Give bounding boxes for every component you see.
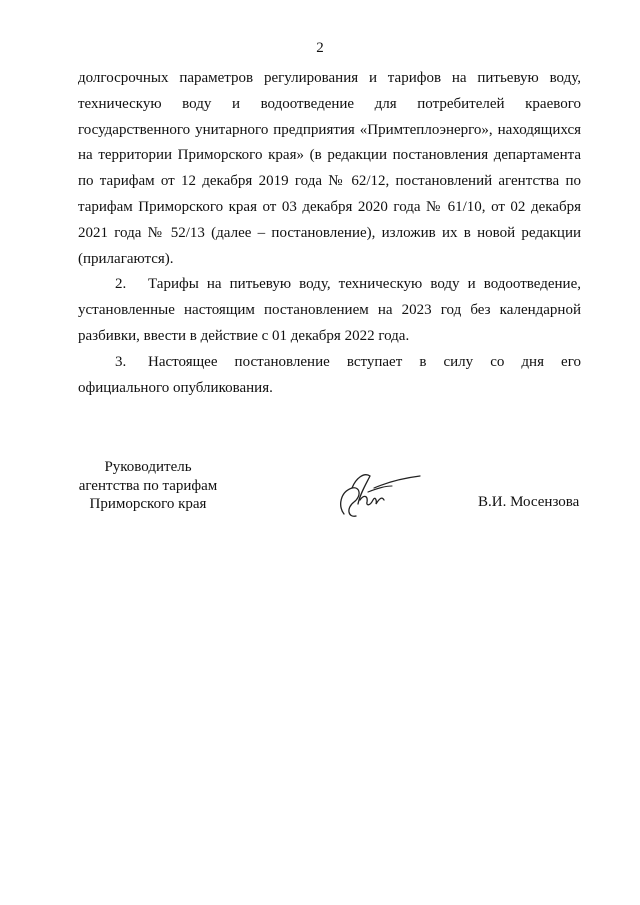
paragraph-1-line-2: техническую воду и водоотведение для потребителей краевого bbox=[78, 95, 581, 112]
paragraph-3-line-1 bbox=[78, 350, 581, 376]
paragraph-3 bbox=[78, 350, 581, 402]
signatory-title-line-1: Руководитель bbox=[104, 459, 192, 475]
paragraph-2-line-3: разбивки, ввести в действие с 01 декабря 2022 года. bbox=[78, 327, 410, 344]
signatory-title-line-3: Приморского края bbox=[89, 496, 207, 512]
paragraph-1-line-5: по тарифам от 12 декабря 2019 года № 62/12, постановлений агентства по bbox=[78, 173, 581, 190]
paragraph-1-line-6: тарифам Приморского края от 03 декабря 2020 года № 61/10, от 02 декабря bbox=[78, 198, 581, 215]
paragraph-3-number: 3. bbox=[115, 353, 127, 370]
paragraph-2-number: 2. bbox=[115, 276, 127, 293]
paragraph-2 bbox=[78, 272, 581, 349]
paragraph-1-line-8: (прилагаются). bbox=[78, 250, 174, 267]
document-body bbox=[78, 66, 581, 401]
paragraph-3-line-2: официального опубликования. bbox=[78, 379, 273, 396]
paragraph-3-line-1-text: Настоящее постановление вступает в силу со дня его bbox=[148, 353, 581, 370]
signatory-title bbox=[78, 458, 218, 514]
signatory-title-line-2: агентства по тарифам bbox=[78, 477, 218, 494]
paragraph-2-line-1 bbox=[78, 272, 581, 298]
handwritten-signature bbox=[330, 466, 425, 522]
paragraph-1-line-4: на территории Приморского края» (в редакции постановления департамента bbox=[78, 147, 581, 164]
paragraph-1-line-1: долгосрочных параметров регулирования и тарифов на питьевую воду, bbox=[78, 70, 581, 86]
paragraph-1 bbox=[78, 66, 581, 272]
paragraph-1-line-3: государственного унитарного предприятия «Примтеплоэнерго», находящихся bbox=[78, 121, 581, 138]
signer-name: В.И. Мосензова bbox=[478, 494, 580, 510]
paragraph-2-line-2: установленные настоящим постановлением на 2023 год без календарной bbox=[78, 302, 581, 319]
page-number: 2 bbox=[316, 40, 324, 56]
paragraph-1-line-7: 2021 года № 52/13 (далее – постановление), изложив их в новой редакции bbox=[78, 224, 581, 241]
paragraph-2-line-1-text: Тарифы на питьевую воду, техническую воду и водоотведение, bbox=[148, 276, 581, 293]
